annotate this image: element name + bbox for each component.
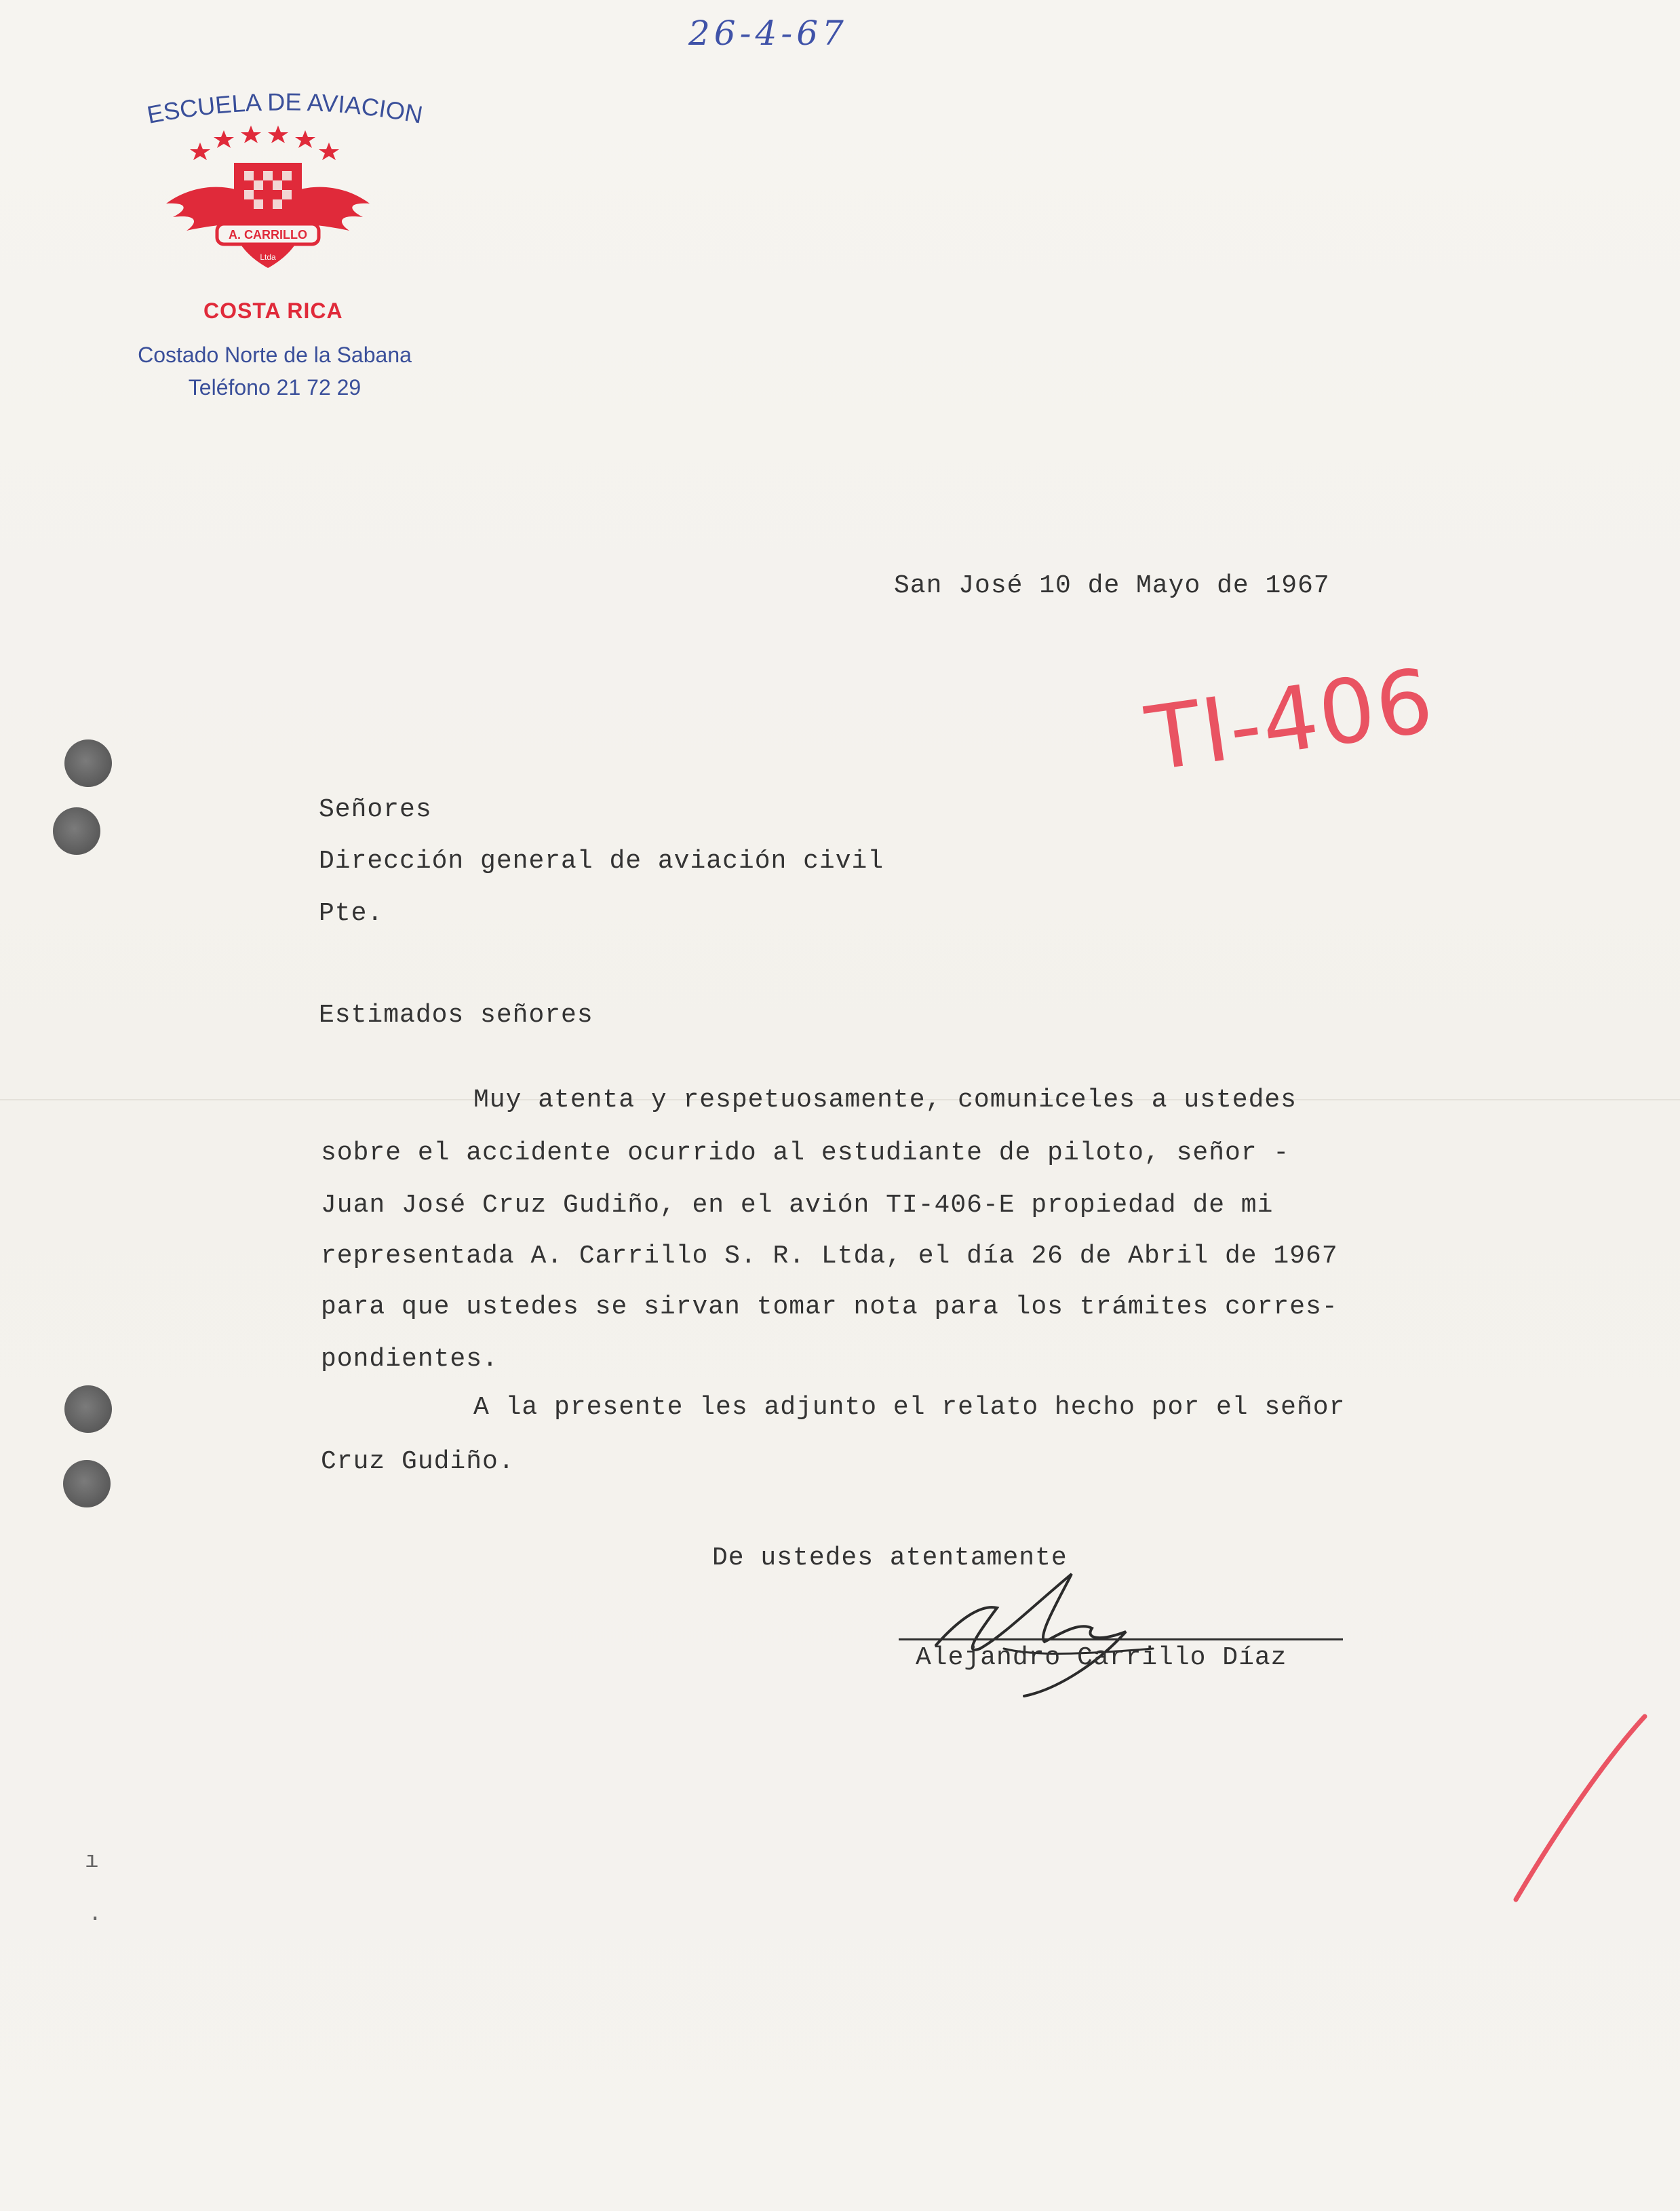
margin-speck: · xyxy=(88,1906,102,1932)
punch-hole xyxy=(63,1460,111,1507)
country-name: COSTA RICA xyxy=(203,299,343,323)
school-phone: Teléfono 21 72 29 xyxy=(188,375,362,400)
body-line: Juan José Cruz Gudiño, en el avión TI-406-E propiedad de mi xyxy=(321,1191,1274,1220)
body-line: Muy atenta y respetuosamente, comuniceles a ustedes xyxy=(473,1085,1297,1115)
recipient-line: Dirección general de aviación civil xyxy=(319,847,884,876)
red-pencil-annotation: TI-406 xyxy=(1140,649,1441,791)
body-line: A la presente les adjunto el relato hecho por el señor xyxy=(473,1393,1346,1422)
punch-hole xyxy=(53,807,100,855)
handwritten-date: 26-4-67 xyxy=(688,14,848,53)
salutation: Estimados señores xyxy=(319,1001,593,1030)
punch-hole xyxy=(64,1385,112,1433)
body-line: representada A. Carrillo S. R. Ltda, el día 26 de Abril de 1967 xyxy=(321,1242,1338,1271)
punch-hole xyxy=(64,739,112,787)
signer-name: Alejandro Carrillo Díaz xyxy=(916,1643,1287,1672)
body-line: Cruz Gudiño. xyxy=(321,1447,515,1476)
recipient-line: Señores xyxy=(319,795,432,824)
crest-subtext: Ltda xyxy=(260,252,276,262)
body-line: sobre el accidente ocurrido al estudiante de piloto, señor - xyxy=(321,1138,1290,1168)
recipient-line: Pte. xyxy=(319,899,384,928)
body-line: pondientes. xyxy=(321,1345,499,1374)
date-line: San José 10 de Mayo de 1967 xyxy=(894,571,1330,600)
crest-banner-text: A. CARRILLO xyxy=(229,228,307,242)
school-address: Costado Norte de la Sabana xyxy=(138,343,412,367)
margin-speck: ı xyxy=(85,1849,99,1874)
handwritten-signature xyxy=(922,1554,1167,1710)
crest-stars xyxy=(190,126,339,160)
body-line: para que ustedes se sirvan tomar nota para los trámites corres- xyxy=(321,1292,1338,1322)
closing: De ustedes atentamente xyxy=(712,1543,1068,1573)
signature-line xyxy=(899,1638,1343,1640)
school-name: ESCUELA DE AVIACION xyxy=(144,88,425,129)
eagle-crest-logo xyxy=(159,122,376,285)
red-pencil-stroke xyxy=(1506,1710,1655,1913)
